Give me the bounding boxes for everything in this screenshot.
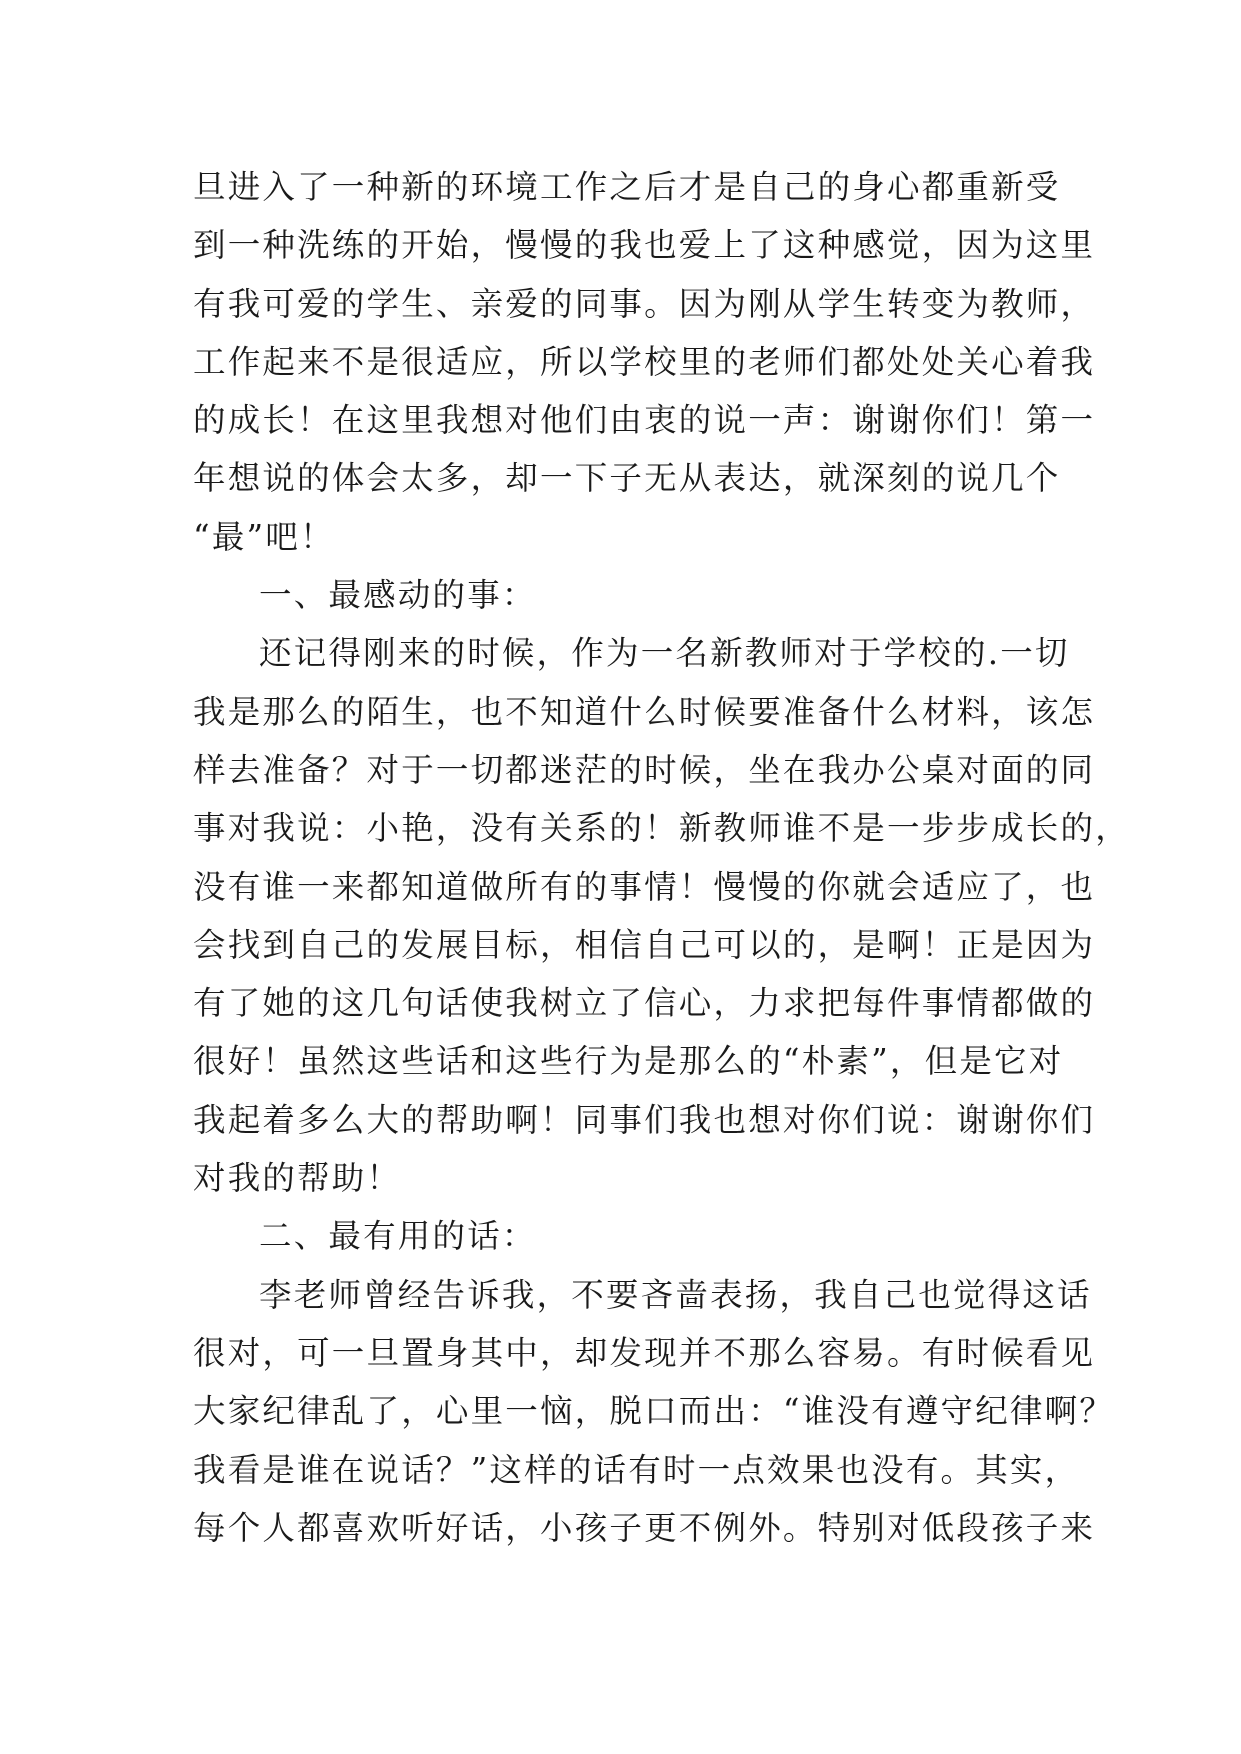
paragraph-first-line: 还记得刚来的时候，作为一名新教师对于学校的.一切 <box>259 634 1070 673</box>
section-heading: 一、最感动的事： <box>259 576 537 615</box>
text-line: 对我的帮助！ <box>193 1159 402 1198</box>
text-line: 很好！虽然这些话和这些行为是那么的“朴素”，但是它对 <box>193 1042 1064 1081</box>
text-line: 有我可爱的学生、亲爱的同事。因为刚从学生转变为教师， <box>193 284 1096 323</box>
text-line: 到一种洗练的开始，慢慢的我也爱上了这种感觉，因为这里 <box>193 226 1096 265</box>
text-line: 我看是谁在说话？”这样的话有时一点效果也没有。其实， <box>193 1450 1080 1489</box>
text-line: 很对，可一旦置身其中，却发现并不那么容易。有时候看见 <box>193 1333 1096 1372</box>
text-line: 工作起来不是很适应，所以学校里的老师们都处处关心着我 <box>193 342 1096 381</box>
text-line: 我是那么的陌生，也不知道什么时候要准备什么材料，该怎 <box>193 692 1096 731</box>
text-line: 样去准备？对于一切都迷茫的时候，坐在我办公桌对面的同 <box>193 750 1096 789</box>
section-heading: 二、最有用的话： <box>259 1217 537 1256</box>
text-line: 我起着多么大的帮助啊！同事们我也想对你们说：谢谢你们 <box>193 1100 1096 1139</box>
paragraph-first-line: 李老师曾经告诉我，不要吝啬表扬，我自己也觉得这话 <box>259 1275 1092 1314</box>
text-line: “最”吧！ <box>193 517 335 556</box>
document-body <box>193 158 1130 1557</box>
text-line: 大家纪律乱了，心里一恼，脱口而出：“谁没有遵守纪律啊？ <box>193 1392 1115 1431</box>
text-line: 会找到自己的发展目标，相信自己可以的，是啊！正是因为 <box>193 925 1096 964</box>
text-line: 年想说的体会太多，却一下子无从表达，就深刻的说几个 <box>193 459 1061 498</box>
text-line: 的成长！在这里我想对他们由衷的说一声：谢谢你们！第一 <box>193 401 1096 440</box>
text-line: 有了她的这几句话使我树立了信心，力求把每件事情都做的 <box>193 984 1096 1023</box>
text-line: 事对我说：小艳，没有关系的！新教师谁不是一步步成长的， <box>193 809 1130 848</box>
text-line: 旦进入了一种新的环境工作之后才是自己的身心都重新受 <box>193 168 1061 206</box>
text-line: 没有谁一来都知道做所有的事情！慢慢的你就会适应了，也 <box>193 867 1096 906</box>
text-line: 每个人都喜欢听好话，小孩子更不例外。特别对低段孩子来 <box>193 1508 1096 1547</box>
